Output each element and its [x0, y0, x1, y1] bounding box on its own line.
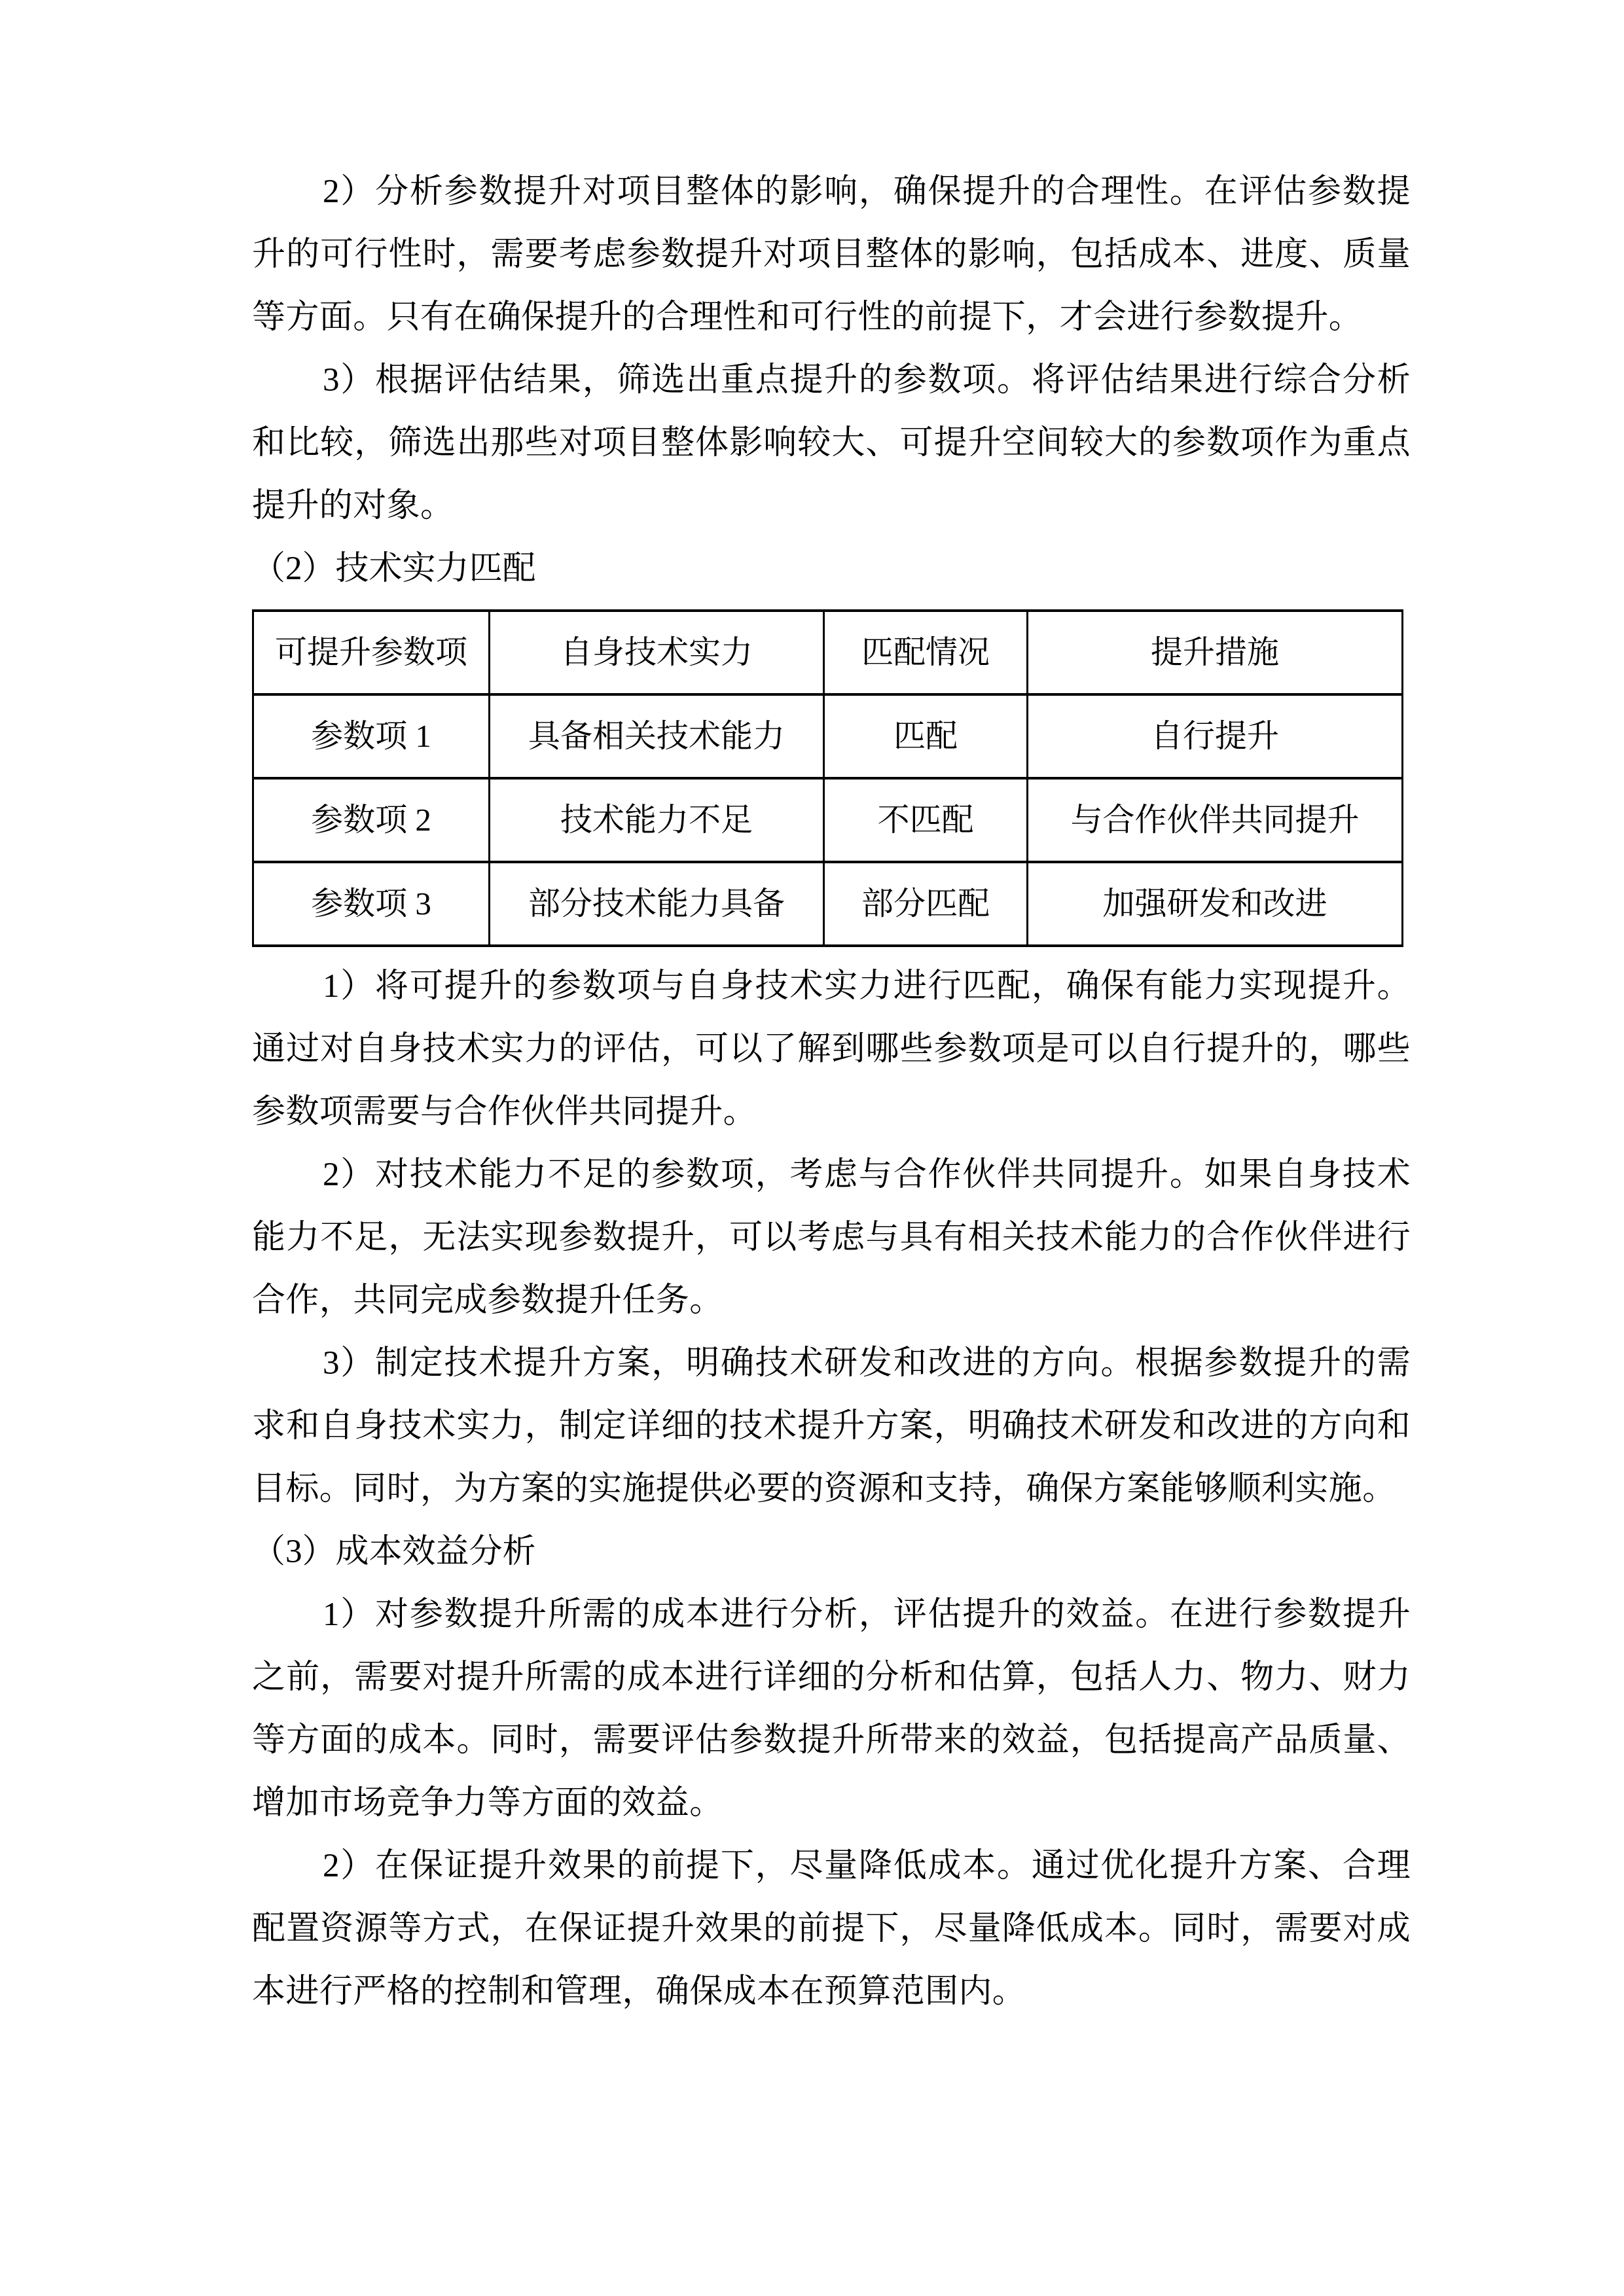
paragraph-analyze-impact: 2）分析参数提升对项目整体的影响，确保提升的合理性。在评估参数提升的可行性时，需要考虑参数提升对项目整体的影响，包括成本、进度、质量等方面。只有在确保提升的合理性和可行性的前提下，才会进行参数提升。	[252, 173, 1411, 336]
section-heading-technical-match: （2）技术实力匹配	[252, 550, 536, 587]
paragraph-partner-cooperation: 2）对技术能力不足的参数项，考虑与合作伙伴共同提升。如果自身技术能力不足，无法实现参数提升，可以考虑与具有相关技术能力的合作伙伴进行合作，共同完成参数提升任务。	[252, 1157, 1411, 1319]
table-top-spacer	[252, 600, 1411, 609]
table-cell-match: 匹配	[824, 694, 1028, 778]
table-header-row	[253, 611, 1403, 694]
document-body	[252, 160, 1411, 2023]
table-header-cell-measure: 提升措施	[1028, 611, 1403, 694]
table-bottom-spacer	[252, 947, 1411, 955]
table-cell-measure: 加强研发和改进	[1028, 862, 1403, 946]
table-cell-capability: 部分技术能力具备	[490, 862, 824, 946]
table-cell-match: 不匹配	[824, 778, 1028, 862]
table-cell-capability: 具备相关技术能力	[490, 694, 824, 778]
paragraph-cost-analysis: 1）对参数提升所需的成本进行分析，评估提升的效益。在进行参数提升之前，需要对提升所需的成本进行详细的分析和估算，包括人力、物力、财力等方面的成本。同时，需要评估参数提升所带来的效益，包括提高产品质量、增加市场竞争力等方面的效益。	[252, 1596, 1411, 1821]
table-header-cell-match: 匹配情况	[824, 611, 1028, 694]
table-cell-measure: 自行提升	[1028, 694, 1403, 778]
paragraph-technical-upgrade-plan: 3）制定技术提升方案，明确技术研发和改进的方向。根据参数提升的需求和自身技术实力，制定详细的技术提升方案，明确技术研发和改进的方向和目标。同时，为方案的实施提供必要的资源和支持，确保方案能够顺利实施。	[252, 1345, 1411, 1507]
section-heading-cost-benefit: （3）成本效益分析	[252, 1534, 536, 1570]
paragraph-cost-reduction: 2）在保证提升效果的前提下，尽量降低成本。通过优化提升方案、合理配置资源等方式，在保证提升效果的前提下，尽量降低成本。同时，需要对成本进行严格的控制和管理，确保成本在预算范围内。	[252, 1848, 1411, 2010]
table-header-cell-param: 可提升参数项	[253, 611, 490, 694]
table-cell-param: 参数项 1	[253, 694, 490, 778]
table-cell-measure: 与合作伙伴共同提升	[1028, 778, 1403, 862]
paragraph-match-params-with-capability: 1）将可提升的参数项与自身技术实力进行匹配，确保有能力实现提升。通过对自身技术实力的评估，可以了解到哪些参数项是可以自行提升的，哪些参数项需要与合作伙伴共同提升。	[252, 968, 1411, 1130]
table-row	[253, 694, 1403, 778]
table-cell-param: 参数项 2	[253, 778, 490, 862]
table-row	[253, 862, 1403, 946]
technical-capability-match-table	[252, 609, 1403, 947]
table-cell-param: 参数项 3	[253, 862, 490, 946]
table-cell-match: 部分匹配	[824, 862, 1028, 946]
table-row	[253, 778, 1403, 862]
paragraph-screen-key-params: 3）根据评估结果，筛选出重点提升的参数项。将评估结果进行综合分析和比较，筛选出那些对项目整体影响较大、可提升空间较大的参数项作为重点提升的对象。	[252, 362, 1411, 524]
table-header-cell-capability: 自身技术实力	[490, 611, 824, 694]
table-cell-capability: 技术能力不足	[490, 778, 824, 862]
